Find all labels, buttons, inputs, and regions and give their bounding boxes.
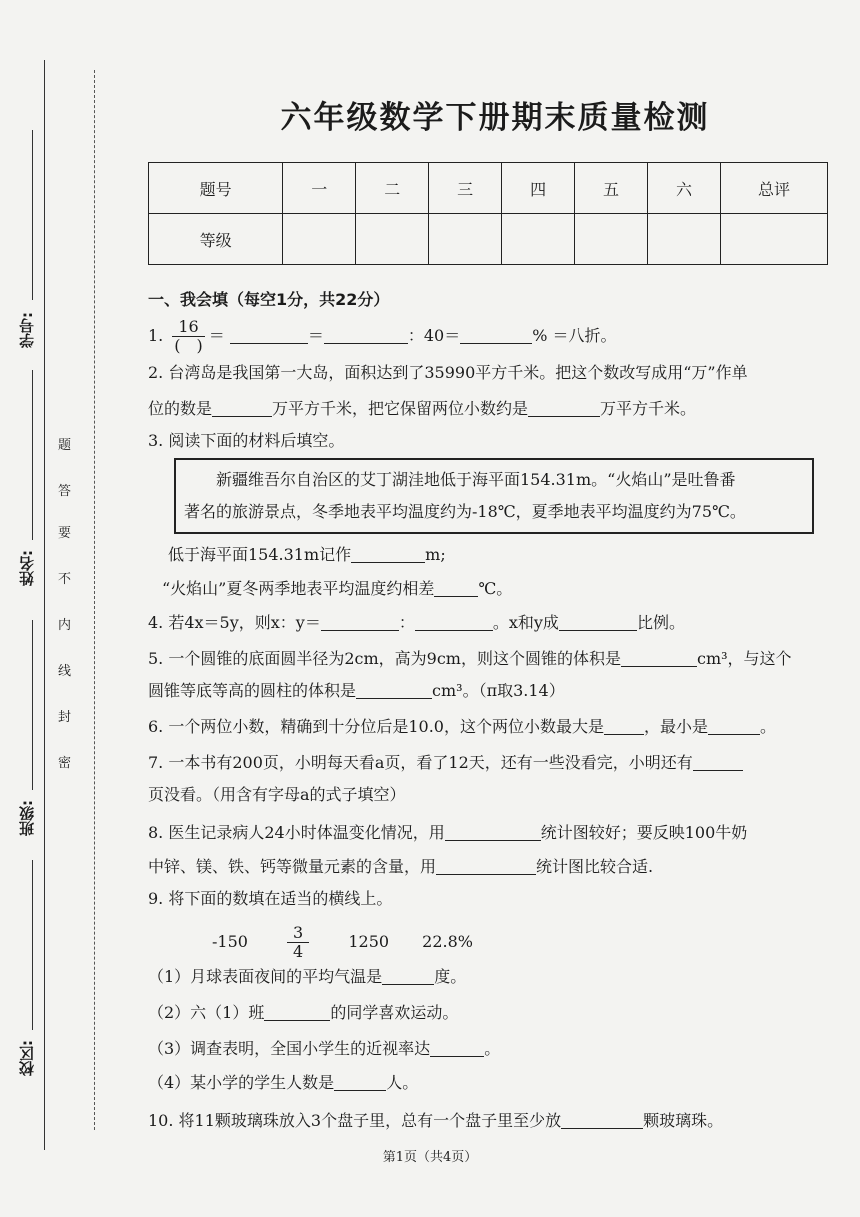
student-id-line [32,130,33,300]
reading-material-box [174,458,814,534]
answer-blank[interactable] [604,718,644,735]
question-6: 6. 一个两位小数，精确到十分位后是10.0，这个两位小数最大是 ，最小是 。 [148,717,777,736]
seal-char: 密 [58,756,72,771]
seal-char: 内 [58,618,72,633]
student-id-label: 学号: [18,312,36,348]
table-cell: 四 [502,163,575,214]
answer-blank[interactable] [445,824,541,841]
table-cell: 六 [648,163,721,214]
class-label: 班级: [18,800,36,836]
question-7-line-2: 页没看。（用含有字母a的式子填空） [148,785,406,804]
table-cell: 三 [429,163,502,214]
seal-dashed-line [94,70,95,1130]
question-9-sub-1: （1）月球表面夜间的平均气温是 度。 [148,967,467,986]
answer-blank[interactable] [321,614,399,631]
exam-title: 六年级数学下册期末质量检测 [280,100,710,136]
answer-blank[interactable] [264,1004,330,1021]
answer-blank[interactable] [559,614,637,631]
seal-char: 线 [58,664,72,679]
answer-blank[interactable] [561,1112,643,1129]
question-9-sub-4: （4）某小学的学生人数是 人。 [148,1073,419,1092]
answer-blank[interactable] [430,1040,484,1057]
grade-cell[interactable] [721,214,828,265]
question-7-line-1: 7. 一本书有200页，小明每天看a页，看了12天，还有一些没看完，小明还有 [148,752,743,774]
question-8-line-2: 中锌、镁、铁、钙等微量元素的含量，用 统计图比较合适. [148,857,654,876]
seal-char: 题 [58,438,72,453]
grade-cell[interactable] [356,214,429,265]
answer-blank[interactable] [230,327,308,344]
seal-char: 不 [58,572,72,587]
class-line [32,620,33,790]
table-cell: 题号 [149,163,283,214]
answer-blank[interactable] [324,327,408,344]
question-9: 9. 将下面的数填在适当的横线上。 [148,889,393,908]
seal-char: 要 [58,526,72,541]
fraction: $\frac{3}{4}$ [287,924,309,961]
question-10: 10. 将11颗玻璃珠放入3个盘子里，总有一个盘子里至少放 颗玻璃珠。 [148,1111,724,1130]
table-cell: 五 [575,163,648,214]
question-5-line-2: 圆锥等底等高的圆柱的体积是 cm³。（π取3.14） [148,681,565,700]
grade-cell[interactable] [502,214,575,265]
school-label: 校区: [18,1040,36,1076]
answer-blank[interactable] [382,968,434,985]
table-row [149,214,828,265]
seal-char: 答 [58,484,72,499]
material-text: 新疆维吾尔自治区的艾丁湖洼地低于海平面154.31m。“火焰山”是吐鲁番 [216,470,736,489]
question-4: 4. 若4x＝5y，则x：y＝ ： 。x和y成 比例。 [148,613,685,632]
question-3: 3. 阅读下面的材料后填空。 [148,431,345,450]
question-2-line-1: 2. 台湾岛是我国第一大岛，面积达到了35990平方千米。把这个数改写成用“万”作单 [148,363,748,382]
question-3-sub-1: 低于海平面154.31m记作 m; [168,545,446,564]
question-3-sub-2: “火焰山”夏冬两季地表平均温度约相差 ℃。 [162,579,513,598]
question-1: 1. $\frac{16}{( )}$ ＝ ＝ ：40＝ % ＝八折。 [148,317,617,355]
question-9-sub-2: （2）六（1）班 的同学喜欢运动。 [148,1003,459,1022]
fraction: $\frac{16}{( )}$ [174,317,203,355]
material-text: 著名的旅游景点，冬季地表平均温度约为-18℃，夏季地表平均温度约为75℃。 [184,502,746,521]
answer-blank[interactable] [693,754,743,771]
name-line [32,370,33,540]
section-heading: 一、我会填（每空1分，共22分） [148,290,390,309]
grade-cell[interactable] [283,214,356,265]
answer-blank[interactable] [708,718,760,735]
answer-blank[interactable] [356,682,432,699]
answer-blank[interactable] [621,650,697,667]
margin-line [44,60,45,1150]
number-list: -150 $\frac{3}{4}$ 1250 22.8% [212,923,473,961]
binding-margin [0,0,100,1217]
answer-blank[interactable] [460,327,532,344]
question-2-line-2: 位的数是 万平方千米，把它保留两位小数约是 万平方千米。 [148,399,697,418]
answer-blank[interactable] [528,400,600,417]
school-line [32,860,33,1030]
table-row [149,163,828,214]
answer-blank[interactable] [212,400,272,417]
answer-blank[interactable] [351,546,425,563]
table-cell: 一 [283,163,356,214]
table-cell: 总评 [721,163,828,214]
table-cell: 二 [356,163,429,214]
grade-cell[interactable] [648,214,721,265]
grade-cell[interactable] [575,214,648,265]
answer-blank[interactable] [415,614,493,631]
answer-blank[interactable] [434,580,478,597]
grade-cell[interactable] [429,214,502,265]
seal-char: 封 [58,710,72,725]
question-8-line-1: 8. 医生记录病人24小时体温变化情况，用 统计图较好；要反映100牛奶 [148,823,748,842]
page-footer: 第1页（共4页） [382,1150,478,1165]
answer-blank[interactable] [334,1074,386,1091]
name-label: 姓名: [18,550,36,586]
table-cell: 等级 [149,214,283,265]
answer-blank[interactable] [436,858,536,875]
score-table [148,162,828,265]
question-9-sub-3: （3）调查表明，全国小学生的近视率达 。 [148,1039,501,1058]
question-5-line-1: 5. 一个圆锥的底面圆半径为2cm，高为9cm，则这个圆锥的体积是 cm³，与这个 [148,649,792,668]
